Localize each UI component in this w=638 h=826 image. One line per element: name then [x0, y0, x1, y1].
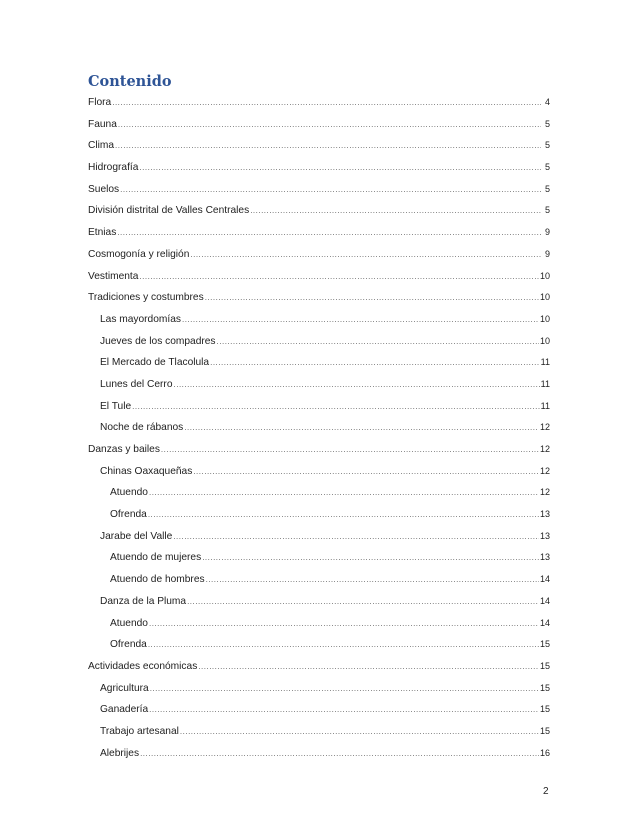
toc-entry-page: 10 — [539, 313, 550, 324]
toc-entry-label: Jueves de los compadres — [100, 335, 216, 347]
toc-entry-label: Jarabe del Valle — [100, 530, 173, 542]
toc-entry-label: Chinas Oaxaqueñas — [100, 465, 193, 477]
dot-leader — [217, 331, 539, 353]
toc-entry-page: 10 — [539, 335, 550, 346]
toc-entry-label: Atuendo de hombres — [110, 574, 205, 586]
dot-leader — [140, 743, 539, 765]
toc-entry[interactable] — [88, 439, 550, 461]
toc-entry-page: 16 — [539, 747, 550, 758]
toc-entry[interactable] — [88, 222, 550, 244]
toc-entry-label: Etnias — [88, 227, 117, 239]
dot-leader — [148, 504, 539, 526]
page-number: 2 — [543, 786, 549, 797]
toc-entry-label: Fauna — [88, 118, 117, 130]
dot-leader — [184, 417, 539, 439]
toc-entry[interactable] — [88, 157, 550, 179]
toc-entry-label: Ofrenda — [110, 639, 147, 651]
dot-leader — [180, 721, 539, 743]
toc-entry[interactable] — [88, 352, 550, 374]
toc-entry-page: 11 — [540, 400, 550, 411]
toc-entry[interactable] — [88, 678, 550, 700]
toc-entry-label: Tradiciones y costumbres — [88, 292, 204, 304]
toc-entry-label: Noche de rábanos — [100, 422, 184, 434]
dot-leader — [250, 200, 541, 222]
toc-entry-label: Danza de la Pluma — [100, 595, 187, 607]
toc-entry-page: 5 — [544, 183, 550, 194]
toc-entry[interactable] — [88, 547, 550, 569]
toc-entry[interactable] — [88, 179, 550, 201]
toc-entry-page: 15 — [539, 682, 550, 693]
toc-entry-page: 14 — [539, 617, 550, 628]
toc-entry[interactable] — [88, 699, 550, 721]
toc-entry-page: 5 — [544, 118, 550, 129]
toc-entry[interactable] — [88, 244, 550, 266]
toc-entry[interactable] — [88, 482, 550, 504]
dot-leader — [174, 374, 540, 396]
toc-entry-label: División distrital de Valles Centrales — [88, 205, 250, 217]
toc-entry-page: 12 — [539, 422, 550, 433]
toc-entry-label: Agricultura — [100, 682, 149, 694]
toc-entry-label: Las mayordomías — [100, 313, 181, 325]
dot-leader — [182, 309, 539, 331]
toc-entry-label: Vestimenta — [88, 270, 139, 282]
toc-entry[interactable] — [88, 417, 550, 439]
toc-entry[interactable] — [88, 200, 550, 222]
dot-leader — [205, 287, 539, 309]
toc-entry-page: 15 — [539, 660, 550, 671]
dot-leader — [173, 526, 539, 548]
toc-entry-label: Atuendo de mujeres — [110, 552, 202, 564]
toc-entry-label: Trabajo artesanal — [100, 725, 179, 737]
toc-entry-label: El Tule — [100, 400, 132, 412]
toc-entry[interactable] — [88, 656, 550, 678]
dot-leader — [150, 678, 539, 700]
toc-entry-page: 10 — [539, 292, 550, 303]
toc-entry-page: 15 — [539, 704, 550, 715]
toc-title: Contenido — [88, 73, 172, 90]
dot-leader — [193, 461, 539, 483]
dot-leader — [187, 591, 539, 613]
toc-entry[interactable] — [88, 114, 550, 136]
dot-leader — [115, 135, 541, 157]
dot-leader — [139, 157, 541, 179]
toc-entry-page: 15 — [539, 725, 550, 736]
toc-entry[interactable] — [88, 266, 550, 288]
toc-entry[interactable] — [88, 721, 550, 743]
dot-leader — [198, 656, 539, 678]
toc-entry-label: Suelos — [88, 183, 120, 195]
toc-entry-label: Actividades económicas — [88, 660, 198, 672]
toc-entry[interactable] — [88, 309, 550, 331]
toc-entry-page: 5 — [544, 162, 550, 173]
toc-entry-label: Cosmogonía y religión — [88, 248, 190, 260]
toc-entry[interactable] — [88, 374, 550, 396]
toc-entry[interactable] — [88, 396, 550, 418]
toc-entry-page: 12 — [539, 465, 550, 476]
toc-entry-label: Clima — [88, 140, 115, 152]
toc-entry[interactable] — [88, 331, 550, 353]
toc-entry-page: 13 — [539, 530, 550, 541]
toc-entry-page: 13 — [539, 509, 550, 520]
toc-entry-label: Ofrenda — [110, 509, 147, 521]
toc-entry-label: Ganadería — [100, 704, 149, 716]
toc-entry-page: 9 — [544, 248, 550, 259]
toc-entry-page: 10 — [539, 270, 550, 281]
toc-entry-page: 14 — [539, 574, 550, 585]
toc-entry-label: Danzas y bailes — [88, 444, 160, 455]
dot-leader — [132, 396, 540, 418]
dot-leader — [161, 439, 539, 461]
toc-entry[interactable] — [88, 135, 550, 157]
dot-leader — [120, 179, 541, 201]
dot-leader — [149, 699, 539, 721]
toc-entry[interactable] — [88, 591, 550, 613]
dot-leader — [202, 547, 539, 569]
toc-entry-page: 11 — [540, 357, 550, 368]
dot-leader — [206, 569, 539, 591]
dot-leader — [149, 482, 539, 504]
toc-entry-page: 9 — [544, 227, 550, 238]
dot-leader — [139, 266, 539, 288]
toc-entry-page: 5 — [544, 140, 550, 151]
toc-entry[interactable] — [88, 92, 550, 114]
toc-entry-page: 5 — [544, 205, 550, 216]
toc-entry-page: 4 — [544, 97, 550, 107]
toc-entry[interactable] — [88, 743, 550, 765]
toc-entry-page: 14 — [539, 595, 550, 606]
toc-entry-label: El Mercado de Tlacolula — [100, 357, 210, 369]
dot-leader — [210, 352, 540, 374]
dot-leader — [112, 92, 541, 114]
toc-entry[interactable] — [88, 504, 550, 526]
toc-entry-page: 12 — [539, 487, 550, 498]
dot-leader — [118, 114, 541, 136]
toc-entry[interactable] — [88, 461, 550, 483]
toc-entry-label: Atuendo — [110, 617, 148, 629]
toc-entry-label: Lunes del Cerro — [100, 378, 173, 390]
dot-leader — [149, 613, 539, 635]
toc-entry-label: Alebrijes — [100, 747, 140, 759]
dot-leader — [117, 222, 541, 244]
table-of-contents — [88, 92, 550, 764]
toc-entry-page: 12 — [539, 444, 550, 454]
dot-leader — [190, 244, 541, 266]
toc-entry[interactable] — [88, 569, 550, 591]
toc-entry[interactable] — [88, 613, 550, 635]
toc-entry-page: 15 — [539, 639, 550, 650]
toc-entry[interactable] — [88, 634, 550, 656]
toc-entry-page: 11 — [540, 378, 550, 389]
toc-entry[interactable] — [88, 287, 550, 309]
dot-leader — [148, 634, 539, 656]
toc-entry-label: Hidrografía — [88, 162, 139, 174]
toc-entry-label: Atuendo — [110, 487, 148, 499]
toc-entry-label: Flora — [88, 97, 112, 108]
toc-entry[interactable] — [88, 526, 550, 548]
toc-entry-page: 13 — [539, 552, 550, 563]
